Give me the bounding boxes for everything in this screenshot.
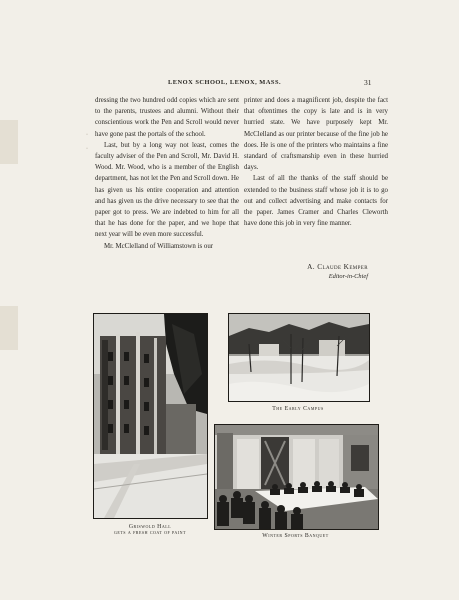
binding-shadow: [0, 306, 18, 350]
griswold-hall-image: [94, 314, 207, 518]
margin-mark: ·: [86, 146, 88, 152]
left-column: [95, 95, 239, 252]
early-campus-image: [229, 314, 369, 401]
margin-mark: ·: [86, 132, 88, 138]
photo-caption: [214, 533, 377, 539]
caption-line: Griswold Hall: [128, 524, 172, 530]
signature-name: A. Claude Kemper: [307, 262, 368, 271]
early-campus-photo: [228, 313, 370, 402]
signature-title: Editor-in-Chief: [328, 273, 368, 280]
photo-caption: [228, 406, 368, 412]
paragraph: printer and does a magnificent job, despite the fact that oftentimes the copy is late and is in very hurried state. We have purposely kept Mr. McClelland as our printer because of the fine job he does. He is one of the printers who maintains a fine standard of craftsmanship even in these hurried days.: [244, 97, 388, 172]
page-number: 31: [364, 78, 372, 87]
binding-shadow: [0, 120, 18, 164]
griswold-hall-photo: [93, 313, 208, 519]
banquet-photo: [214, 424, 379, 530]
paragraph: Mr. McClelland of Williamstown is our: [104, 242, 214, 250]
paragraph: Last, but by a long way not least, comes the faculty adviser of the Pen and Scroll, Mr. David H. Wood. Mr. Wood, who is a member of the English department, has not let the Pen and Scroll down. He has given us his entire cooperation and attention and has given us the drive necessary to see that the paper got to press. We are indebted to him for all that he has done for the paper, and we hope that next year will be even more successful.: [95, 141, 239, 239]
paragraph: dressing the two hundred odd copies which are sent to the parents, trustees and alumni. Without their conscientious work the Pen and Scroll would never have gone past the portals of the school.: [95, 97, 239, 138]
running-title: LENOX SCHOOL, LENOX, MASS.: [168, 79, 282, 86]
banquet-image: [215, 425, 378, 529]
paragraph: Last of all the thanks of the staff should be extended to the business staff whose job it is to go out and collect advertising and make contacts for the paper. James Cramer and Charles Cleworth have done this job in very fine manner.: [244, 175, 388, 228]
caption-line: The Early Campus: [272, 406, 324, 412]
caption-line: Winter Sports Banquet: [262, 533, 329, 539]
signature-block: [278, 262, 368, 280]
caption-line: gets a fresh coat of paint: [114, 530, 186, 536]
photo-caption: [86, 524, 214, 536]
right-column: [244, 95, 388, 229]
